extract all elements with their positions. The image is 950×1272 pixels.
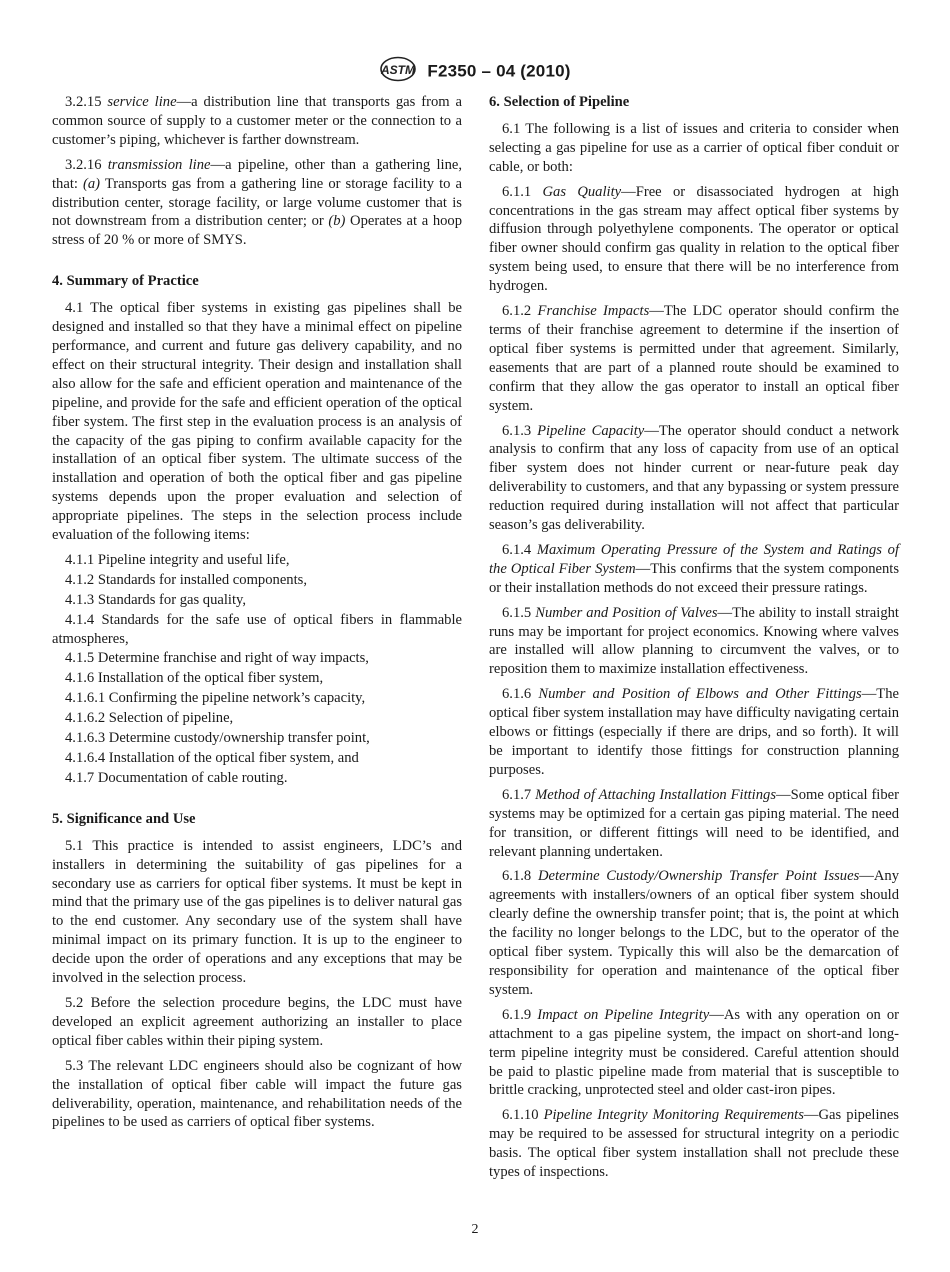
svg-text:ASTM: ASTM — [381, 63, 416, 77]
list-item: 4.1.3 Standards for gas quality, — [65, 591, 247, 608]
list-item: 4.1.4 Standards for the safe use of optical fibers in flammable atmospheres, — [52, 611, 462, 647]
section-6-heading: 6. Selection of Pipeline — [489, 94, 630, 110]
astm-logo-icon — [379, 56, 417, 87]
list-item: 4.1.5 Determine franchise and right of way impacts, — [65, 650, 369, 667]
list-item: 4.1.7 Documentation of cable routing. — [65, 769, 288, 786]
section-4-heading: 4. Summary of Practice — [52, 273, 199, 290]
paragraph-6-1-7: 6.1.7 Method of Attaching Installation Fittings—Some optical fiber systems may be optimized for a certain gas piping material. The need for transition, or different fittings will need to be identified, and relevant planning undertaken. — [489, 786, 899, 860]
page-number: 2 — [471, 1222, 479, 1237]
list-item: 4.1.1 Pipeline integrity and useful life, — [65, 551, 290, 568]
paragraph-6-1-4: 6.1.4 Maximum Operating Pressure of the System and Ratings of the Optical Fiber System—This confirms that the system components or their installation methods do not exceed their pressure ratings. — [489, 541, 900, 596]
paragraph-6-1-2: 6.1.2 Franchise Impacts—The LDC operator should confirm the terms of their franchise agreement to determine if the insertion of optical fiber systems is permitted under that agreement. Similarly, easements that are part of a planned route should be examined to confirm that they allow the gas operator to install an optical fiber system. — [489, 303, 899, 414]
paragraph-6-1-6: 6.1.6 Number and Position of Elbows and Other Fittings—The optical fiber system installation may have difficulty navigating certain elbows or fittings (especially if there are drips, and so forth). It will be important to identify those fittings for construction planning purposes. — [489, 686, 899, 778]
list-item: 4.1.6.1 Confirming the pipeline network’s capacity, — [65, 690, 366, 707]
paragraph-5-1: 5.1 This practice is intended to assist engineers, LDC’s and installers in determining the suitability of gas pipelines for a secondary use as carriers for optical fiber systems. It must be kept in mind that the primary use of the gas pipelines is to deliver natural gas to the end customer. Any secondary use of the system shall have minimal impact on its primary function. It is up to the engineer to decide upon the order of operations and any exceptions that may be involved in the selection process. — [52, 837, 462, 987]
right-column — [489, 93, 899, 1188]
paragraph-3-2-16: 3.2.16 transmission line—a pipeline, other than a gathering line, that: (a) Transports gas from a gathering line or storage facility to a distribution center, storage facility, or large volume customer that is not downstream from a distribution center; or (b) Operates at a hoop stress of 20 % or more of SMYS. — [52, 156, 463, 249]
list-item: 4.1.6.3 Determine custody/ownership transfer point, — [65, 730, 370, 747]
paragraph-6-1-9: 6.1.9 Impact on Pipeline Integrity—As with any operation on or attachment to a gas pipeline system, the impact on short-and long-term pipeline integrity must be considered. Careful attention should be paid to plastic pipeline made from material that is susceptible to brittle cracking, unprotected steel and older cast-iron pipes. — [489, 1006, 899, 1099]
list-item: 4.1.6 Installation of the optical fiber system, — [65, 670, 324, 687]
paragraph-4-1: 4.1 The optical fiber systems in existing gas pipelines shall be designed and installed so that they have a minimal effect on pipeline performance, and current and future gas delivery capability, and no effect on their structural integrity. Their design and installation shall also allow for the safe and efficient operation and maintenance of the pipeline, and provide for the safe and efficient operation of the optical fiber system. The first step in the evaluation process is an analysis of the capacity of the gas piping to confirm available capacity for the installation of an optical fiber system. The ultimate success of the installation and operation of both the optical fiber and gas pipeline systems depends upon the proper evaluation and selection of appropriate pipelines. The steps in the selection process include evaluation of the following items: — [52, 300, 462, 544]
paragraph-3-2-15: 3.2.15 service line—a distribution line that transports gas from a common source of supply to a customer meter or the connection to a customer’s piping, whichever is farther downstream. — [52, 94, 463, 148]
document-id: F2350 – 04 (2010) — [427, 61, 571, 81]
paragraph-6-1-5: 6.1.5 Number and Position of Valves—The ability to install straight runs may be important for project economics. Knowing where valves are installed will allow planning to circumvent the valves, or to reposition them to maximize installation effectiveness. — [489, 604, 899, 678]
list-item: 4.1.2 Standards for installed components, — [65, 571, 307, 588]
section-5-heading: 5. Significance and Use — [52, 810, 196, 827]
left-column — [52, 93, 462, 1138]
paragraph-5-3: 5.3 The relevant LDC engineers should also be cognizant of how the installation of optical fiber cable will impact the future gas deliverability, operation, maintenance, and rehabilitation needs of the pipelines to be used as carriers of optical fiber systems. — [52, 1057, 462, 1131]
paragraph-6-1-1: 6.1.1 Gas Quality—Free or disassociated hydrogen at high concentrations in the gas stream may affect optical fiber systems by diffusion through polyethylene components. The operator or optical fiber owner should confirm gas quality in relation to the optical fiber system being used, to ensure that there will be no interference from hydrogen. — [489, 183, 899, 295]
list-item: 4.1.6.2 Selection of pipeline, — [65, 710, 234, 727]
paragraph-6-1-10: 6.1.10 Pipeline Integrity Monitoring Requirements—Gas pipelines may be required to be assessed for structural integrity on a periodic basis. The optical fiber system installation shall not preclude these types of inspections. — [489, 1107, 899, 1181]
paragraph-6-1-3: 6.1.3 Pipeline Capacity—The operator should conduct a network analysis to confirm that any loss of capacity from use of an optical fiber system does not hinder current or near-future peak day deliverability to customers, and that any bypassing or system pressure reduction required during installation will not affect that particular season’s gas deliverability. — [489, 422, 900, 534]
paragraph-6-1-8: 6.1.8 Determine Custody/Ownership Transfer Point Issues—Any agreements with installers/owners of an optical fiber system should clearly define the ownership transfer point; that is, the point at which the facility no longer belongs to the LDC, but to the operator of the optical fiber system. Typically this will also be the demarcation of responsibility for operation and maintenance of the optical fiber system. — [489, 868, 899, 998]
list-item: 4.1.6.4 Installation of the optical fiber system, and — [65, 750, 359, 766]
paragraph-5-2: 5.2 Before the selection procedure begins, the LDC must have developed an explicit agreement authorizing an installer to place optical fiber cables within their piping system. — [52, 994, 462, 1049]
page-header — [0, 56, 950, 87]
paragraph-6-1: 6.1 The following is a list of issues and criteria to consider when selecting a gas pipeline for use as a carrier of optical fiber conduit or cable, or both: — [489, 120, 899, 175]
